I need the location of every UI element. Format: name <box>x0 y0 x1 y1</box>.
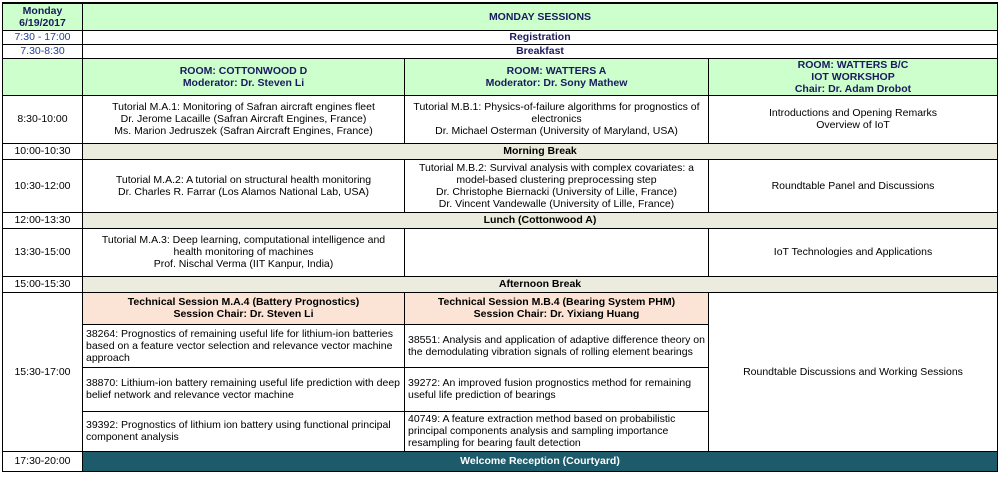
slot1-row <box>3 95 998 143</box>
session-text: Dr. Charles R. Farrar (Los Alamos National Lab, USA) <box>118 185 369 198</box>
iot-slot2-cell: Roundtable Panel and Discussions <box>709 159 998 212</box>
room-chair: Chair: Dr. Adam Drobot <box>794 82 912 95</box>
reception-label: Welcome Reception (Courtyard) <box>83 451 998 471</box>
session-text: health monitoring of machines <box>173 246 314 258</box>
session-text: model-based clustering preprocessing step <box>456 173 657 186</box>
paper-38551: 38551: Analysis and application of adaptive difference theory on the demodulating vibration signals of rolling element bearings <box>405 324 709 367</box>
session-text: Dr. Vincent Vandewalle (University of Lille, France) <box>438 197 675 210</box>
rooms-row <box>3 58 998 95</box>
session-text: Dr. Michael Osterman (University of Maryland, USA) <box>435 125 678 137</box>
lunch-row <box>3 212 998 228</box>
room-watters-bc-header <box>709 58 998 95</box>
iot-slot1-cell <box>709 95 998 143</box>
lunch-label: Lunch (Cottonwood A) <box>83 212 998 228</box>
session-text: Prof. Nischal Verma (IIT Kanpur, India) <box>153 258 334 270</box>
morning-break-label: Morning Break <box>83 143 998 159</box>
tutorial-mb2-cell <box>405 159 709 212</box>
tutorial-ma2-cell <box>83 159 405 212</box>
session-text: electronics <box>531 113 582 125</box>
rooms-time-blank <box>3 58 83 95</box>
time-cell: 7.30-8:30 <box>3 44 83 58</box>
slot3-row <box>3 228 998 276</box>
session-text: Tutorial M.A.3: Deep learning, computational intelligence and <box>101 234 386 246</box>
registration-row <box>3 30 998 44</box>
time-cell: 15:30-17:00 <box>3 292 83 451</box>
room-cottonwood-header <box>83 58 405 95</box>
room-name: ROOM: WATTERS A <box>506 64 607 77</box>
session-ma4-header <box>83 292 405 324</box>
session-text: Overview of IoT <box>816 119 890 131</box>
technical-session-header-row <box>3 292 998 324</box>
time-cell: 17:30-20:00 <box>3 451 83 471</box>
room-name: ROOM: COTTONWOOD D <box>179 64 308 77</box>
session-text: Tutorial M.A.2: A tutorial on structural health monitoring <box>115 173 372 186</box>
session-mb4-header <box>405 292 709 324</box>
session-text: Dr. Jerome Lacaille (Safran Aircraft Engines, France) <box>120 113 367 125</box>
tutorial-ma1-cell <box>83 95 405 143</box>
room-workshop: IOT WORKSHOP <box>811 70 895 83</box>
afternoon-break-row <box>3 276 998 292</box>
registration-label: Registration <box>83 30 998 44</box>
morning-break-row <box>3 143 998 159</box>
header-row <box>3 3 998 30</box>
room-watters-a-header <box>405 58 709 95</box>
paper-39272: 39272: An improved fusion prognostics method for remaining useful life prediction of bearings <box>405 367 709 411</box>
paper-38870: 38870: Lithium-ion battery remaining useful life prediction with deep belief network and relevance vector machine <box>83 367 405 411</box>
date-label: 6/19/2017 <box>19 16 66 29</box>
session-text: Ms. Marion Jedruszek (Safran Aircraft Engines, France) <box>114 125 373 137</box>
afternoon-break-label: Afternoon Break <box>83 276 998 292</box>
paper-38264: 38264: Prognostics of remaining useful life for lithium-ion batteries based on a feature vector selection and relevance vector machine approach <box>83 324 405 367</box>
session-chair: Session Chair: Dr. Yixiang Huang <box>473 308 640 320</box>
iot-slot3-cell: IoT Technologies and Applications <box>709 228 998 276</box>
breakfast-row <box>3 44 998 58</box>
time-cell: 8:30-10:00 <box>3 95 83 143</box>
room-moderator: Moderator: Dr. Sony Mathew <box>485 76 628 89</box>
day-date-cell <box>3 3 83 30</box>
day-label: Monday <box>22 4 63 17</box>
breakfast-label: Breakfast <box>83 44 998 58</box>
time-cell: 10:00-10:30 <box>3 143 83 159</box>
time-cell: 10:30-12:00 <box>3 159 83 212</box>
iot-slot4-cell: Roundtable Discussions and Working Sessions <box>709 292 998 451</box>
session-text: Tutorial M.B.1: Physics-of-failure algorithms for prognostics of <box>413 101 700 113</box>
sessions-title: MONDAY SESSIONS <box>83 3 998 30</box>
time-cell: 13:30-15:00 <box>3 228 83 276</box>
paper-39392: 39392: Prognostics of lithium ion battery using functional principal component analysis <box>83 411 405 451</box>
session-title: Technical Session M.B.4 (Bearing System PHM) <box>437 296 676 308</box>
session-chair: Session Chair: Dr. Steven Li <box>173 308 314 320</box>
slot2-row <box>3 159 998 212</box>
time-cell: 12:00-13:30 <box>3 212 83 228</box>
time-cell: 15:00-15:30 <box>3 276 83 292</box>
time-cell: 7:30 - 17:00 <box>3 30 83 44</box>
monday-schedule-table <box>2 2 998 472</box>
session-text: Tutorial M.A.1: Monitoring of Safran aircraft engines fleet <box>112 101 375 113</box>
session-text: Tutorial M.B.2: Survival analysis with complex covariates: a <box>418 161 695 174</box>
session-text: Dr. Christophe Biernacki (University of Lille, France) <box>436 185 677 198</box>
room-name: ROOM: WATTERS B/C <box>797 58 909 71</box>
session-title: Technical Session M.A.4 (Battery Prognostics) <box>127 296 360 308</box>
room-moderator: Moderator: Dr. Steven Li <box>182 76 305 89</box>
tutorial-mb1-cell <box>405 95 709 143</box>
session-text: Introductions and Opening Remarks <box>768 107 938 119</box>
empty-mb3-cell <box>405 228 709 276</box>
reception-row <box>3 451 998 471</box>
paper-40749: 40749: A feature extraction method based on probabilistic principal components analysis and sampling importance resampling for bearing fault detection <box>405 411 709 451</box>
tutorial-ma3-cell <box>83 228 405 276</box>
